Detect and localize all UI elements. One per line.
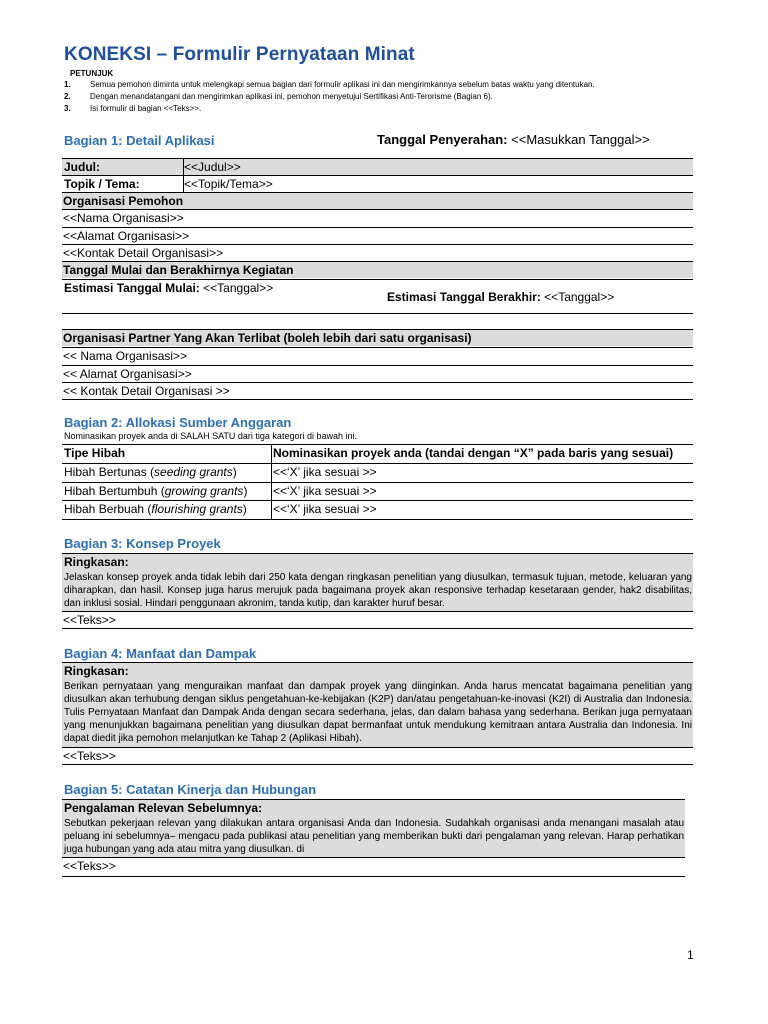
- grant-row-growing: Hibah Bertumbuh (growing grants) <<‘X’ jika sesuai >>: [64, 484, 377, 498]
- grant-row-flourishing: Hibah Berbuah (flourishing grants) <<‘X’ jika sesuai >>: [64, 502, 377, 516]
- seeding-grant-field[interactable]: <<‘X’ jika sesuai >>: [273, 465, 377, 479]
- org-heading: Organisasi Pemohon: [62, 193, 693, 209]
- section3-text-field[interactable]: <<Teks>>: [63, 613, 116, 627]
- growing-grant-field[interactable]: <<‘X’ jika sesuai >>: [273, 484, 377, 498]
- submission-date: Tanggal Penyerahan: <<Masukkan Tanggal>>: [377, 132, 650, 147]
- section5-text-field[interactable]: <<Teks>>: [63, 859, 116, 873]
- instruction-item: 2. Dengan menandatangani dan mengirimkan aplikasi ini, pemohon menyetujui Sertifikasi Anti-Terorisme (Bagian 6).: [64, 92, 493, 101]
- org-address-field[interactable]: <<Alamat Organisasi>>: [63, 229, 190, 243]
- judul-field[interactable]: <<Judul>>: [184, 160, 241, 174]
- org-contact-field[interactable]: <<Kontak Detail Organisasi>>: [63, 246, 224, 260]
- grant-table-header: Tipe Hibah Nominasikan proyek anda (tandai dengan “X” pada baris yang sesuai): [64, 446, 674, 460]
- partner-address-field[interactable]: << Alamat Organisasi>>: [63, 367, 192, 381]
- org-name-field[interactable]: <<Nama Organisasi>>: [63, 211, 184, 225]
- section4-instructions: Berikan pernyataan yang menguraikan manfaat dan dampak proyek yang diinginkan. Anda harus mencatat bagaimana penelitian yang diusulkan akan terhubung dengan siklus pengetahuan-ke-kebijakan (K2P) dan/atau pengetahuan-ke-inovasi (K2I) di Australia dan Indonesia. Tulis Pernyataan Manfaat dan Dampak Anda dengan secara sederhana, jelas, dan dalam bahasa yang sederhana. Berikan juga pernyataan yang menunjukkan bagaimana penelitian yang diusulkan dapat bermanfaat untuk mendukung kemitraan antara Australia dan Indonesia. Ini dapat diedit jika pemohon melanjutkan ke Tahap 2 (Aplikasi Hibah).: [64, 681, 692, 744]
- section3-summary-box: Ringkasan: Jelaskan konsep proyek anda tidak lebih dari 250 kata dengan ringkasan penelitian yang diusulkan, termasuk tujuan, metode, keluaran yang diharapkan, dan hasil. Konsep juga harus merujuk pada bagaimana proyek akan responsive terhadap kesetaraan gender, hak2 disabilitas, dan inklusi sosial. Hindari penggunaan akronim, tanda kutip, dan karakter huruf besar.: [64, 555, 692, 609]
- section3-heading: Bagian 3: Konsep Proyek: [64, 536, 221, 551]
- section2-heading: Bagian 2: Allokasi Sumber Anggaran: [64, 415, 292, 430]
- instructions-heading: PETUNJUK: [70, 69, 114, 78]
- partner-heading: Organisasi Partner Yang Akan Terlibat (boleh lebih dari satu organisasi): [62, 330, 693, 346]
- start-date-field[interactable]: <<Tanggal>>: [203, 281, 274, 295]
- section3-instructions: Jelaskan konsep proyek anda tidak lebih dari 250 kata dengan ringkasan penelitian yang diusulkan, termasuk tujuan, metode, keluaran yang diharapkan, dan hasil. Konsep juga harus merujuk pada bagaimana proyek akan responsive terhadap kesetaraan gender, hak2 disabilitas, dan inklusi sosial. Hindari penggunaan akronim, tanda kutip, dan karakter huruf besar.: [64, 572, 692, 609]
- topik-row: Topik / Tema: <<Topik/Tema>>: [64, 177, 273, 191]
- section1-heading: Bagian 1: Detail Aplikasi: [64, 133, 215, 148]
- flourishing-grant-field[interactable]: <<‘X’ jika sesuai >>: [273, 502, 377, 516]
- section5-heading: Bagian 5: Catatan Kinerja dan Hubungan: [64, 782, 317, 797]
- topik-field[interactable]: <<Topik/Tema>>: [184, 177, 273, 191]
- section4-text-field[interactable]: <<Teks>>: [63, 749, 116, 763]
- section5-summary-box: Pengalaman Relevan Sebelumnya: Sebutkan pekerjaan relevan yang dilakukan antara organisasi Anda dan Indonesia. Sudahkah organisasi anda menangani masalah atau peluang ini sebelumnya– mengacu pada publikasi atau penelitian yang memberikan bukti dari pengalaman yang relevan. Harap perhatikan juga hubungan yang ada atau mitra yang diusulkan. di: [64, 801, 684, 855]
- page-title: KONEKSI – Formulir Pernyataan Minat: [64, 44, 415, 65]
- dates-heading: Tanggal Mulai dan Berakhirnya Kegiatan: [62, 262, 693, 278]
- section5-instructions: Sebutkan pekerjaan relevan yang dilakukan antara organisasi Anda dan Indonesia. Sudahkah organisasi anda menangani masalah atau peluang ini sebelumnya– mengacu pada publikasi atau penelitian yang memberikan bukti dari pengalaman yang relevan. Harap perhatikan juga hubungan yang ada atau mitra yang diusulkan. di: [64, 818, 684, 855]
- grant-row-seeding: Hibah Bertunas (seeding grants) <<‘X’ jika sesuai >>: [64, 465, 377, 479]
- section2-note: Nominasikan proyek anda di SALAH SATU dari tiga kategori di bawah ini.: [64, 431, 357, 441]
- end-date-field[interactable]: <<Tanggal>>: [544, 290, 615, 304]
- partner-name-field[interactable]: << Nama Organisasi>>: [63, 349, 188, 363]
- section4-heading: Bagian 4: Manfaat dan Dampak: [64, 646, 257, 661]
- start-date: Estimasi Tanggal Mulai: <<Tanggal>>: [64, 281, 274, 295]
- section4-summary-box: Ringkasan: Berikan pernyataan yang menguraikan manfaat dan dampak proyek yang diinginkan. Anda harus mencatat bagaimana penelitian yang diusulkan akan terhubung dengan siklus pengetahuan-ke-kebijakan (K2P) dan/atau pengetahuan-ke-inovasi (K2I) di Australia dan Indonesia. Tulis Pernyataan Manfaat dan Dampak Anda dengan secara sederhana, jelas, dan dalam bahasa yang sederhana. Berikan juga pernyataan yang menunjukkan bagaimana penelitian yang diusulkan dapat bermanfaat untuk mendukung kemitraan antara Australia dan Indonesia. Ini dapat diedit jika pemohon melanjutkan ke Tahap 2 (Aplikasi Hibah).: [62, 663, 693, 747]
- instruction-item: 1. Semua pemohon diminta untuk melengkapi semua bagian dari formulir aplikasi ini dan mengirimkannya sebelum batas waktu yang ditentukan.: [64, 80, 595, 89]
- judul-row: Judul: <<Judul>>: [62, 159, 693, 175]
- page-number: 1: [687, 948, 694, 962]
- end-date: Estimasi Tanggal Berakhir: <<Tanggal>>: [387, 290, 615, 304]
- submission-date-field[interactable]: <<Masukkan Tanggal>>: [511, 132, 650, 147]
- partner-contact-field[interactable]: << Kontak Detail Organisasi >>: [63, 384, 230, 398]
- instruction-item: 3. Isi formulir di bagian <<Teks>>.: [64, 104, 202, 113]
